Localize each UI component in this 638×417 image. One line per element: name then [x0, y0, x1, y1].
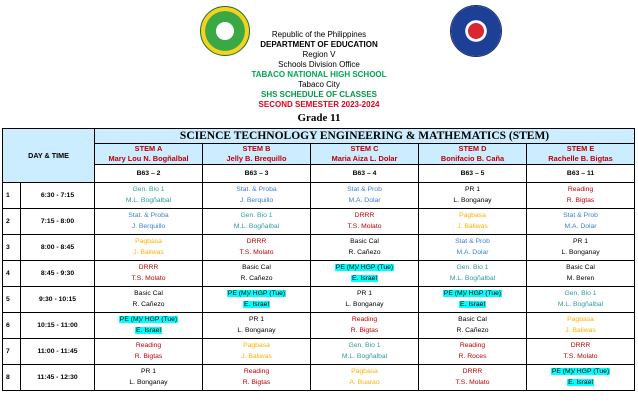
subject-name: Pagbasa: [567, 316, 594, 323]
class-cell: [203, 261, 311, 287]
subject-name: Gen. Bio 1: [348, 342, 381, 349]
teacher-name: [527, 378, 634, 389]
subject-name: DRRR: [138, 264, 159, 271]
teacher-name: R. Cañezo: [348, 248, 381, 256]
room-cell: B63 – 11: [527, 165, 635, 183]
period-time: 9:30 - 10:15: [21, 287, 95, 313]
subject-name: DRRR: [246, 238, 267, 245]
subject-name: [419, 289, 526, 300]
class-cell: [527, 287, 635, 313]
teacher-name: J. Berquillo: [131, 222, 166, 230]
subject-name: Basic Cal: [350, 238, 379, 245]
teacher-name: R. Cañezo: [132, 300, 165, 308]
section-name: STEM E: [566, 144, 595, 153]
class-cell: [95, 339, 203, 365]
class-cell: [527, 313, 635, 339]
teacher-name: M.A. Dolar: [456, 248, 489, 256]
teacher-highlight: E. Israel: [568, 378, 593, 386]
period-time: 11:00 - 11:45: [21, 339, 95, 365]
subject-highlight: PE (M)/ HGP (Tue): [119, 316, 178, 323]
subject-name: Gen. Bio 1: [240, 212, 273, 219]
section-name: STEM B: [242, 144, 271, 153]
class-cell: [419, 183, 527, 209]
teacher-name: M.L. Bogñalbal: [557, 300, 604, 308]
class-cell: [311, 313, 419, 339]
section-header: [527, 144, 635, 165]
teacher-name: [311, 274, 418, 285]
subject-name: Reading: [351, 316, 378, 323]
section-name: STEM A: [134, 144, 163, 153]
room-cell: B63 – 5: [419, 165, 527, 183]
subject-name: Stat & Prob: [347, 186, 382, 193]
subject-name: Reading: [243, 368, 270, 375]
class-cell: [311, 235, 419, 261]
section-adviser: Rachelle B. Bigtas: [548, 154, 613, 163]
subject-name: Gen. Bio 1: [456, 264, 489, 271]
class-cell: [203, 287, 311, 313]
subject-name: Stat. & Proba: [236, 186, 277, 193]
subject-name: [203, 289, 310, 300]
teacher-name: R. Bigtas: [134, 352, 163, 360]
teacher-name: L. Bonganay: [453, 196, 492, 204]
subject-name: [527, 367, 634, 378]
city-line: Tabaco City: [298, 80, 340, 89]
class-cell: [95, 313, 203, 339]
teacher-name: L. Bonganay: [129, 378, 168, 386]
class-cell: [527, 365, 635, 391]
class-cell: [203, 235, 311, 261]
schedule-title: SHS SCHEDULE OF CLASSES: [260, 90, 377, 99]
subject-highlight: PE (M)/ HGP (Tue): [335, 264, 394, 271]
period-time: 11:45 - 12:30: [21, 365, 95, 391]
teacher-name: M.L. Bogñalbal: [125, 196, 172, 204]
period-time: 6:30 - 7:15: [21, 183, 95, 209]
teacher-name: R. Cañezo: [456, 326, 489, 334]
class-cell: [203, 313, 311, 339]
subject-name: Gen. Bio 1: [132, 186, 165, 193]
table-row: [3, 235, 635, 261]
teacher-name: R. Cañezo: [240, 274, 273, 282]
teacher-name: T.S. Molato: [455, 378, 490, 386]
table-row: [3, 183, 635, 209]
school-name: TABACO NATIONAL HIGH SCHOOL: [251, 70, 387, 79]
period-number: 8: [3, 365, 21, 391]
subject-name: Stat & Prob: [455, 238, 490, 245]
table-row: [3, 261, 635, 287]
subject-name: Basic Cal: [134, 290, 163, 297]
subject-highlight: PE (M)/ HGP (Tue): [227, 290, 286, 297]
class-cell: [311, 209, 419, 235]
section-header: [311, 144, 419, 165]
teacher-name: M. Beren: [566, 274, 595, 282]
subject-name: PR 1: [464, 186, 481, 193]
class-cell: [95, 235, 203, 261]
division-line: Schools Division Office: [278, 60, 360, 69]
teacher-name: T.S. Molato: [563, 352, 598, 360]
teacher-name: J. Baliwas: [133, 248, 164, 256]
teacher-name: J. Baliwas: [241, 352, 272, 360]
class-cell: [419, 209, 527, 235]
section-adviser: Maria Aiza L. Dolar: [331, 154, 398, 163]
subject-name: Stat. & Proba: [128, 212, 169, 219]
table-row: [3, 209, 635, 235]
class-cell: [419, 287, 527, 313]
teacher-name: R. Roces: [458, 352, 487, 360]
department-line: DEPARTMENT OF EDUCATION: [260, 40, 378, 49]
class-cell: [95, 183, 203, 209]
teacher-name: R. Bigtas: [242, 378, 271, 386]
subject-highlight: PE (M)/ HGP (Tue): [443, 290, 502, 297]
subject-name: Pagbasa: [459, 212, 486, 219]
teacher-name: A. Buarao: [349, 378, 380, 386]
class-cell: [527, 209, 635, 235]
subject-name: PR 1: [248, 316, 265, 323]
room-cell: B63 – 4: [311, 165, 419, 183]
section-header: [203, 144, 311, 165]
teacher-name: T.S. Molato: [239, 248, 274, 256]
class-cell: [311, 183, 419, 209]
teacher-highlight: E. Israel: [244, 300, 269, 308]
subject-name: DRRR: [462, 368, 483, 375]
strand-title: SCIENCE TECHNOLOGY ENGINEERING & MATHEMATICS (STEM): [95, 129, 635, 144]
period-number: 2: [3, 209, 21, 235]
period-time: 10:15 - 11:00: [21, 313, 95, 339]
class-cell: [203, 209, 311, 235]
subject-name: DRRR: [570, 342, 591, 349]
schedule-table: [2, 128, 635, 391]
period-number: 5: [3, 287, 21, 313]
class-cell: [527, 339, 635, 365]
subject-name: [311, 263, 418, 274]
teacher-highlight: E. Israel: [136, 326, 161, 334]
class-cell: [527, 235, 635, 261]
class-cell: [311, 365, 419, 391]
section-adviser: Mary Lou N. Bogñalbal: [108, 154, 189, 163]
subject-name: PR 1: [572, 238, 589, 245]
subject-name: Basic Cal: [242, 264, 271, 271]
subject-name: DRRR: [354, 212, 375, 219]
class-cell: [419, 313, 527, 339]
class-cell: [527, 261, 635, 287]
room-cell: B63 – 3: [203, 165, 311, 183]
period-number: 3: [3, 235, 21, 261]
teacher-name: [203, 300, 310, 311]
subject-name: Gen. Bio 1: [564, 290, 597, 297]
teacher-name: T.S. Molato: [347, 222, 382, 230]
section-header: [419, 144, 527, 165]
teacher-name: [95, 326, 202, 337]
teacher-name: M.L. Bogñalbal: [233, 222, 280, 230]
subject-name: [95, 315, 202, 326]
class-cell: [203, 339, 311, 365]
class-cell: [95, 261, 203, 287]
class-cell: [419, 261, 527, 287]
class-cell: [419, 235, 527, 261]
class-cell: [527, 183, 635, 209]
class-cell: [311, 339, 419, 365]
subject-name: Reading: [459, 342, 486, 349]
teacher-name: M.L. Bogñalbal: [341, 352, 388, 360]
section-header: [95, 144, 203, 165]
period-number: 4: [3, 261, 21, 287]
subject-name: PR 1: [140, 368, 157, 375]
period-number: 6: [3, 313, 21, 339]
period-time: 8:00 - 8:45: [21, 235, 95, 261]
teacher-highlight: E. Israel: [352, 274, 377, 282]
teacher-name: J. Baliwas: [565, 326, 596, 334]
class-cell: [203, 365, 311, 391]
period-time: 7:15 - 8:00: [21, 209, 95, 235]
teacher-name: R. Bigtas: [566, 196, 595, 204]
section-name: STEM C: [350, 144, 379, 153]
table-row: [3, 339, 635, 365]
subject-name: Stat & Prob: [563, 212, 598, 219]
day-time-header: DAY & TIME: [3, 129, 95, 183]
teacher-name: J. Baliwas: [457, 222, 488, 230]
period-number: 1: [3, 183, 21, 209]
teacher-name: M.L. Bogñalbal: [449, 274, 496, 282]
teacher-name: L. Bonganay: [237, 326, 276, 334]
subject-name: Basic Cal: [458, 316, 487, 323]
class-cell: [203, 183, 311, 209]
teacher-name: M.A. Dolar: [348, 196, 381, 204]
class-cell: [311, 287, 419, 313]
class-cell: [95, 365, 203, 391]
subject-name: Pagbasa: [351, 368, 378, 375]
subject-name: Reading: [135, 342, 162, 349]
semester-line: SECOND SEMESTER 2023-2024: [258, 100, 380, 109]
table-row: [3, 313, 635, 339]
section-adviser: Jelly B. Brequillo: [226, 154, 287, 163]
subject-name: Pagbasa: [243, 342, 270, 349]
subject-name: Reading: [567, 186, 594, 193]
teacher-highlight: E. Israel: [460, 300, 485, 308]
teacher-name: R. Bigtas: [350, 326, 379, 334]
room-cell: B63 – 2: [95, 165, 203, 183]
teacher-name: L. Bonganay: [345, 300, 384, 308]
teacher-name: [419, 300, 526, 311]
country-line: Republic of the Philippines: [271, 30, 367, 39]
class-cell: [419, 365, 527, 391]
period-time: 8:45 - 9:30: [21, 261, 95, 287]
teacher-name: M.A. Dolar: [564, 222, 597, 230]
section-adviser: Bonifacio B. Caña: [440, 154, 505, 163]
table-row: [3, 287, 635, 313]
period-number: 7: [3, 339, 21, 365]
class-cell: [311, 261, 419, 287]
teacher-name: T.S. Molato: [131, 274, 166, 282]
subject-name: PR 1: [356, 290, 373, 297]
class-cell: [419, 339, 527, 365]
table-row: [3, 365, 635, 391]
teacher-name: J. Berquillo: [239, 196, 274, 204]
subject-name: Pagbasa: [135, 238, 162, 245]
class-cell: [95, 287, 203, 313]
region-line: Region V: [302, 50, 336, 59]
document-header: [0, 0, 638, 128]
section-name: STEM D: [458, 144, 487, 153]
teacher-name: L. Bonganay: [561, 248, 600, 256]
class-cell: [95, 209, 203, 235]
grade-label: Grade 11: [297, 112, 341, 124]
subject-highlight: PE (M)/ HGP (Tue): [551, 368, 610, 375]
subject-name: Basic Cal: [566, 264, 595, 271]
